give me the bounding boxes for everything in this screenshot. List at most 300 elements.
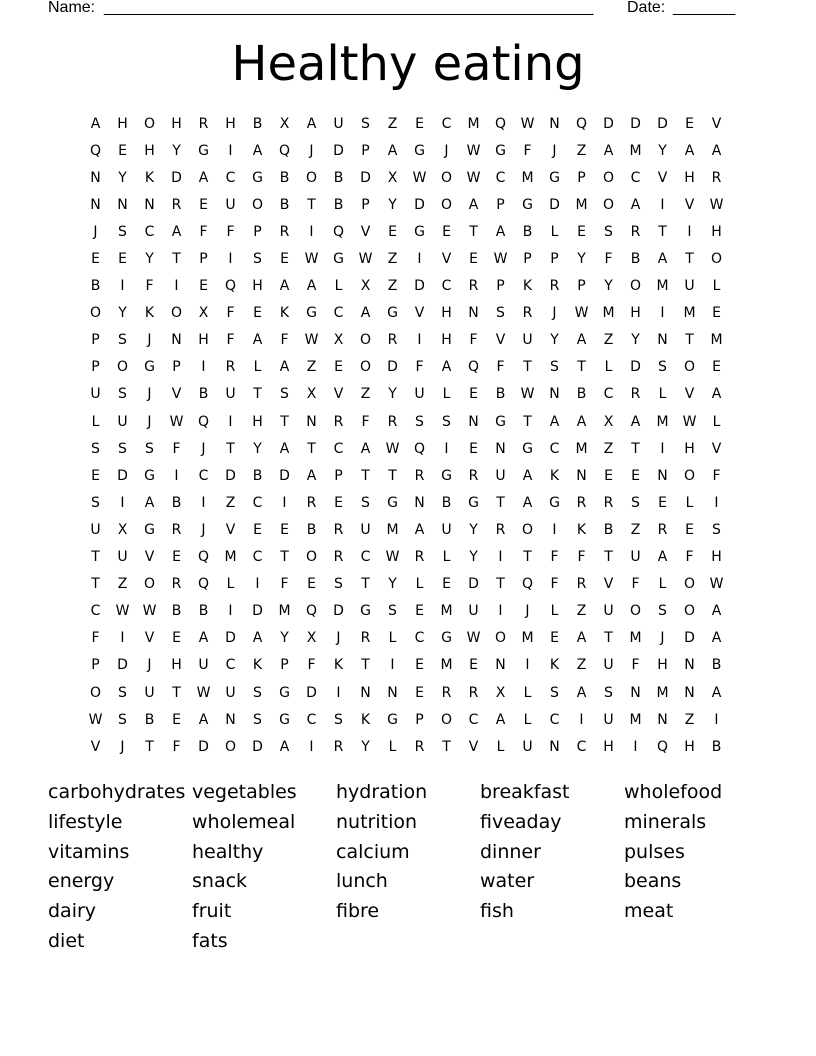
grid-letter[interactable]: D xyxy=(171,169,182,186)
grid-letter[interactable]: I xyxy=(552,521,557,538)
grid-letter[interactable]: J xyxy=(309,142,314,159)
grid-letter[interactable]: Y xyxy=(631,332,640,349)
grid-letter[interactable]: T xyxy=(658,223,667,240)
grid-letter[interactable]: Q xyxy=(494,115,507,132)
grid-letter[interactable]: Z xyxy=(684,711,695,728)
grid-letter[interactable]: Q xyxy=(575,115,588,132)
grid-letter[interactable]: T xyxy=(577,359,586,376)
grid-letter[interactable]: I xyxy=(120,278,125,295)
grid-letter[interactable]: G xyxy=(144,359,155,376)
grid-letter[interactable]: V xyxy=(414,305,425,322)
grid-letter[interactable]: V xyxy=(225,521,236,538)
grid-letter[interactable]: U xyxy=(144,684,155,701)
grid-letter[interactable]: A xyxy=(306,278,317,295)
grid-letter[interactable]: B xyxy=(576,386,587,403)
grid-letter[interactable]: L xyxy=(550,223,559,240)
grid-letter[interactable]: C xyxy=(549,711,560,728)
grid-letter[interactable]: D xyxy=(387,359,398,376)
grid-letter[interactable]: B xyxy=(441,494,452,511)
grid-letter[interactable]: A xyxy=(495,711,506,728)
grid-letter[interactable]: W xyxy=(115,603,130,620)
grid-letter[interactable]: N xyxy=(414,494,425,511)
grid-letter[interactable]: F xyxy=(685,549,694,566)
grid-letter[interactable]: V xyxy=(603,576,614,593)
grid-letter[interactable]: O xyxy=(89,305,102,322)
grid-letter[interactable]: A xyxy=(279,278,290,295)
grid-letter[interactable]: M xyxy=(521,630,534,647)
grid-letter[interactable]: M xyxy=(467,115,480,132)
grid-letter[interactable]: I xyxy=(579,711,584,728)
grid-letter[interactable]: I xyxy=(174,467,179,484)
grid-letter[interactable]: H xyxy=(198,332,209,349)
grid-letter[interactable]: G xyxy=(522,196,533,213)
grid-letter[interactable]: S xyxy=(658,603,667,620)
grid-letter[interactable]: G xyxy=(441,630,452,647)
grid-letter[interactable]: W xyxy=(520,115,535,132)
grid-letter[interactable]: S xyxy=(712,521,721,538)
grid-letter[interactable]: O xyxy=(521,521,534,538)
grid-letter[interactable]: I xyxy=(687,223,692,240)
grid-letter[interactable]: X xyxy=(306,630,317,647)
grid-letter[interactable]: A xyxy=(576,332,587,349)
grid-letter[interactable]: Q xyxy=(467,359,480,376)
grid-letter[interactable]: R xyxy=(387,332,398,349)
grid-letter[interactable]: N xyxy=(684,657,695,674)
grid-letter[interactable]: D xyxy=(360,169,371,186)
grid-letter[interactable]: E xyxy=(334,494,343,511)
grid-letter[interactable]: P xyxy=(199,251,208,268)
grid-letter[interactable]: T xyxy=(685,251,694,268)
grid-letter[interactable]: V xyxy=(684,196,695,213)
grid-letter[interactable]: U xyxy=(441,521,452,538)
grid-letter[interactable]: P xyxy=(91,359,100,376)
grid-letter[interactable]: Y xyxy=(550,332,559,349)
grid-letter[interactable]: E xyxy=(415,603,424,620)
grid-letter[interactable]: Y xyxy=(361,738,370,755)
grid-letter[interactable]: F xyxy=(172,440,181,457)
grid-letter[interactable]: J xyxy=(552,305,557,322)
grid-letter[interactable]: A xyxy=(657,549,668,566)
grid-letter[interactable]: S xyxy=(334,711,343,728)
grid-letter[interactable]: G xyxy=(198,142,209,159)
grid-letter[interactable]: Y xyxy=(469,521,478,538)
grid-letter[interactable]: H xyxy=(657,657,668,674)
grid-letter[interactable]: E xyxy=(415,684,424,701)
grid-letter[interactable]: A xyxy=(279,738,290,755)
grid-letter[interactable]: D xyxy=(279,467,290,484)
grid-letter[interactable]: P xyxy=(280,657,289,674)
grid-letter[interactable]: A xyxy=(549,413,560,430)
grid-letter[interactable]: E xyxy=(172,711,181,728)
grid-letter[interactable]: E xyxy=(469,657,478,674)
grid-letter[interactable]: P xyxy=(334,467,343,484)
grid-letter[interactable]: B xyxy=(333,169,344,186)
grid-letter[interactable]: E xyxy=(172,549,181,566)
grid-letter[interactable]: H xyxy=(603,738,614,755)
grid-letter[interactable]: S xyxy=(118,711,127,728)
grid-letter[interactable]: L xyxy=(415,576,424,593)
grid-letter[interactable]: U xyxy=(198,657,209,674)
grid-letter[interactable]: A xyxy=(387,142,398,159)
grid-letter[interactable]: J xyxy=(201,521,206,538)
grid-letter[interactable]: D xyxy=(117,657,128,674)
grid-letter[interactable]: E xyxy=(442,576,451,593)
grid-letter[interactable]: A xyxy=(711,684,722,701)
grid-letter[interactable]: E xyxy=(280,521,289,538)
grid-letter[interactable]: Z xyxy=(387,251,398,268)
grid-letter[interactable]: C xyxy=(144,223,155,240)
grid-letter[interactable]: P xyxy=(253,223,262,240)
grid-letter[interactable]: X xyxy=(603,413,614,430)
grid-letter[interactable]: O xyxy=(224,738,237,755)
grid-letter[interactable]: F xyxy=(172,738,181,755)
grid-letter[interactable]: V xyxy=(657,169,668,186)
grid-letter[interactable]: T xyxy=(685,332,694,349)
grid-letter[interactable]: A xyxy=(279,440,290,457)
grid-letter[interactable]: E xyxy=(199,278,208,295)
grid-letter[interactable]: H xyxy=(144,142,155,159)
grid-letter[interactable]: B xyxy=(306,521,317,538)
grid-letter[interactable]: I xyxy=(390,657,395,674)
grid-letter[interactable]: S xyxy=(361,115,370,132)
grid-letter[interactable]: U xyxy=(603,657,614,674)
grid-letter[interactable]: S xyxy=(253,684,262,701)
grid-letter[interactable]: T xyxy=(172,251,181,268)
grid-letter[interactable]: D xyxy=(225,467,236,484)
grid-letter[interactable]: H xyxy=(684,738,695,755)
grid-letter[interactable]: B xyxy=(495,386,506,403)
grid-letter[interactable]: C xyxy=(630,169,641,186)
grid-letter[interactable]: E xyxy=(91,467,100,484)
grid-letter[interactable]: L xyxy=(712,413,721,430)
grid-letter[interactable]: V xyxy=(711,440,722,457)
grid-letter[interactable]: A xyxy=(630,413,641,430)
grid-letter[interactable]: O xyxy=(143,115,156,132)
grid-letter[interactable]: L xyxy=(604,359,613,376)
grid-letter[interactable]: A xyxy=(468,196,479,213)
grid-letter[interactable]: S xyxy=(280,386,289,403)
grid-letter[interactable]: L xyxy=(496,738,505,755)
grid-letter[interactable]: L xyxy=(550,603,559,620)
grid-letter[interactable]: C xyxy=(306,711,317,728)
grid-letter[interactable]: R xyxy=(198,115,209,132)
grid-letter[interactable]: L xyxy=(253,359,262,376)
grid-letter[interactable]: Y xyxy=(118,305,127,322)
grid-letter[interactable]: Q xyxy=(305,603,318,620)
grid-letter[interactable]: F xyxy=(226,305,235,322)
grid-letter[interactable]: V xyxy=(441,251,452,268)
grid-letter[interactable]: C xyxy=(198,467,209,484)
grid-letter[interactable]: H xyxy=(684,440,695,457)
grid-letter[interactable]: P xyxy=(91,332,100,349)
grid-letter[interactable]: R xyxy=(225,359,236,376)
grid-letter[interactable]: D xyxy=(603,115,614,132)
grid-letter[interactable]: I xyxy=(228,603,233,620)
grid-letter[interactable]: S xyxy=(334,576,343,593)
grid-letter[interactable]: O xyxy=(602,169,615,186)
grid-letter[interactable]: F xyxy=(712,467,721,484)
grid-letter[interactable]: Q xyxy=(656,738,669,755)
grid-letter[interactable]: P xyxy=(577,278,586,295)
grid-letter[interactable]: I xyxy=(660,196,665,213)
grid-letter[interactable]: L xyxy=(442,549,451,566)
grid-letter[interactable]: P xyxy=(91,657,100,674)
grid-letter[interactable]: Z xyxy=(576,142,587,159)
grid-letter[interactable]: C xyxy=(225,169,236,186)
grid-letter[interactable]: W xyxy=(520,386,535,403)
grid-letter[interactable]: E xyxy=(712,305,721,322)
grid-letter[interactable]: P xyxy=(577,169,586,186)
grid-letter[interactable]: M xyxy=(521,169,534,186)
grid-letter[interactable]: R xyxy=(333,413,344,430)
grid-letter[interactable]: Y xyxy=(118,169,127,186)
grid-letter[interactable]: L xyxy=(442,386,451,403)
grid-letter[interactable]: E xyxy=(712,359,721,376)
grid-letter[interactable]: W xyxy=(412,169,427,186)
grid-letter[interactable]: V xyxy=(90,738,101,755)
grid-letter[interactable]: S xyxy=(550,684,559,701)
grid-letter[interactable]: I xyxy=(444,440,449,457)
grid-letter[interactable]: B xyxy=(198,386,209,403)
grid-letter[interactable]: N xyxy=(549,115,560,132)
grid-letter[interactable]: K xyxy=(360,711,371,728)
grid-letter[interactable]: V xyxy=(711,115,722,132)
grid-letter[interactable]: I xyxy=(228,413,233,430)
grid-letter[interactable]: H xyxy=(171,657,182,674)
grid-letter[interactable]: I xyxy=(660,305,665,322)
grid-letter[interactable]: H xyxy=(711,549,722,566)
grid-letter[interactable]: F xyxy=(361,413,370,430)
grid-letter[interactable]: S xyxy=(496,305,505,322)
grid-letter[interactable]: F xyxy=(523,142,532,159)
grid-letter[interactable]: T xyxy=(307,440,316,457)
grid-letter[interactable]: O xyxy=(683,359,696,376)
grid-letter[interactable]: I xyxy=(417,332,422,349)
grid-letter[interactable]: I xyxy=(633,738,638,755)
grid-letter[interactable]: S xyxy=(550,359,559,376)
grid-letter[interactable]: A xyxy=(522,494,533,511)
grid-letter[interactable]: I xyxy=(120,494,125,511)
grid-letter[interactable]: E xyxy=(388,223,397,240)
grid-letter[interactable]: I xyxy=(201,494,206,511)
grid-letter[interactable]: N xyxy=(468,305,479,322)
grid-letter[interactable]: Y xyxy=(280,630,289,647)
grid-letter[interactable]: N xyxy=(90,196,101,213)
grid-letter[interactable]: U xyxy=(630,549,641,566)
grid-letter[interactable]: U xyxy=(117,549,128,566)
grid-letter[interactable]: C xyxy=(360,549,371,566)
grid-letter[interactable]: J xyxy=(147,413,152,430)
grid-letter[interactable]: E xyxy=(172,630,181,647)
grid-letter[interactable]: A xyxy=(360,305,371,322)
grid-letter[interactable]: T xyxy=(523,549,532,566)
grid-letter[interactable]: F xyxy=(280,332,289,349)
grid-letter[interactable]: E xyxy=(415,115,424,132)
grid-letter[interactable]: O xyxy=(683,467,696,484)
grid-letter[interactable]: H xyxy=(441,305,452,322)
grid-letter[interactable]: Z xyxy=(576,603,587,620)
grid-letter[interactable]: T xyxy=(280,413,289,430)
grid-letter[interactable]: G xyxy=(495,413,506,430)
grid-letter[interactable]: D xyxy=(252,738,263,755)
grid-letter[interactable]: Z xyxy=(117,576,128,593)
grid-letter[interactable]: Q xyxy=(278,142,291,159)
grid-letter[interactable]: F xyxy=(145,278,154,295)
grid-letter[interactable]: F xyxy=(550,549,559,566)
grid-letter[interactable]: D xyxy=(306,684,317,701)
grid-letter[interactable]: D xyxy=(549,196,560,213)
grid-letter[interactable]: K xyxy=(144,305,155,322)
grid-letter[interactable]: T xyxy=(469,223,478,240)
grid-letter[interactable]: M xyxy=(629,711,642,728)
grid-letter[interactable]: Y xyxy=(388,576,397,593)
grid-letter[interactable]: R xyxy=(576,494,587,511)
grid-letter[interactable]: E xyxy=(253,521,262,538)
grid-letter[interactable]: N xyxy=(549,738,560,755)
grid-letter[interactable]: N xyxy=(144,196,155,213)
grid-letter[interactable]: W xyxy=(169,413,184,430)
grid-letter[interactable]: V xyxy=(171,386,182,403)
grid-letter[interactable]: S xyxy=(442,413,451,430)
grid-letter[interactable]: D xyxy=(657,115,668,132)
grid-letter[interactable]: W xyxy=(466,630,481,647)
grid-letter[interactable]: E xyxy=(469,251,478,268)
grid-letter[interactable]: E xyxy=(415,657,424,674)
grid-letter[interactable]: N xyxy=(468,413,479,430)
grid-letter[interactable]: B xyxy=(711,657,722,674)
grid-letter[interactable]: V xyxy=(144,630,155,647)
grid-letter[interactable]: M xyxy=(386,521,399,538)
grid-letter[interactable]: S xyxy=(253,711,262,728)
grid-letter[interactable]: L xyxy=(91,413,100,430)
grid-letter[interactable]: J xyxy=(552,142,557,159)
grid-letter[interactable]: I xyxy=(417,251,422,268)
grid-letter[interactable]: E xyxy=(307,576,316,593)
grid-letter[interactable]: F xyxy=(604,251,613,268)
grid-letter[interactable]: B xyxy=(252,467,263,484)
grid-letter[interactable]: V xyxy=(333,386,344,403)
grid-letter[interactable]: I xyxy=(525,657,530,674)
grid-letter[interactable]: E xyxy=(685,115,694,132)
grid-letter[interactable]: P xyxy=(361,196,370,213)
grid-letter[interactable]: A xyxy=(603,142,614,159)
grid-letter[interactable]: M xyxy=(575,196,588,213)
grid-letter[interactable]: Y xyxy=(145,251,154,268)
grid-letter[interactable]: S xyxy=(361,494,370,511)
grid-letter[interactable]: A xyxy=(576,413,587,430)
grid-letter[interactable]: A xyxy=(306,467,317,484)
grid-letter[interactable]: S xyxy=(253,251,262,268)
grid-letter[interactable]: Y xyxy=(172,142,181,159)
grid-letter[interactable]: G xyxy=(495,142,506,159)
grid-letter[interactable]: T xyxy=(523,359,532,376)
grid-letter[interactable]: R xyxy=(630,386,641,403)
grid-letter[interactable]: T xyxy=(388,467,397,484)
grid-letter[interactable]: M xyxy=(656,278,669,295)
grid-letter[interactable]: J xyxy=(120,738,125,755)
grid-letter[interactable]: V xyxy=(495,332,506,349)
grid-letter[interactable]: A xyxy=(171,223,182,240)
grid-letter[interactable]: I xyxy=(714,711,719,728)
grid-letter[interactable]: W xyxy=(466,169,481,186)
grid-letter[interactable]: D xyxy=(252,603,263,620)
grid-letter[interactable]: C xyxy=(252,549,263,566)
grid-letter[interactable]: D xyxy=(414,196,425,213)
grid-letter[interactable]: Z xyxy=(603,332,614,349)
grid-letter[interactable]: W xyxy=(358,251,373,268)
grid-letter[interactable]: F xyxy=(226,332,235,349)
grid-letter[interactable]: R xyxy=(387,413,398,430)
grid-letter[interactable]: D xyxy=(333,142,344,159)
grid-letter[interactable]: B xyxy=(144,711,155,728)
grid-letter[interactable]: B xyxy=(252,115,263,132)
grid-letter[interactable]: L xyxy=(388,738,397,755)
grid-letter[interactable]: N xyxy=(171,332,182,349)
grid-letter[interactable]: D xyxy=(225,630,236,647)
grid-letter[interactable]: O xyxy=(629,603,642,620)
grid-letter[interactable]: M xyxy=(440,603,453,620)
grid-letter[interactable]: K xyxy=(252,657,263,674)
grid-letter[interactable]: W xyxy=(88,711,103,728)
grid-letter[interactable]: A xyxy=(279,359,290,376)
grid-letter[interactable]: O xyxy=(683,603,696,620)
grid-letter[interactable]: K xyxy=(333,657,344,674)
grid-letter[interactable]: R xyxy=(495,521,506,538)
grid-letter[interactable]: S xyxy=(415,413,424,430)
grid-letter[interactable]: D xyxy=(198,738,209,755)
grid-letter[interactable]: T xyxy=(307,196,316,213)
grid-letter[interactable]: E xyxy=(199,196,208,213)
grid-letter[interactable]: K xyxy=(549,657,560,674)
grid-letter[interactable]: R xyxy=(306,494,317,511)
grid-letter[interactable]: A xyxy=(144,494,155,511)
grid-letter[interactable]: H xyxy=(711,223,722,240)
grid-letter[interactable]: N xyxy=(657,711,668,728)
grid-letter[interactable]: E xyxy=(118,142,127,159)
grid-letter[interactable]: G xyxy=(306,305,317,322)
grid-letter[interactable]: F xyxy=(469,332,478,349)
grid-letter[interactable]: O xyxy=(305,549,318,566)
grid-letter[interactable]: A xyxy=(414,521,425,538)
grid-letter[interactable]: P xyxy=(550,251,559,268)
grid-letter[interactable]: H xyxy=(441,332,452,349)
grid-letter[interactable]: W xyxy=(682,413,697,430)
grid-letter[interactable]: Z xyxy=(306,359,317,376)
grid-letter[interactable]: Z xyxy=(360,386,371,403)
grid-letter[interactable]: S xyxy=(118,440,127,457)
grid-letter[interactable]: G xyxy=(468,494,479,511)
date-field-line[interactable]: _______ xyxy=(673,0,736,16)
grid-letter[interactable]: G xyxy=(414,142,425,159)
grid-letter[interactable]: O xyxy=(440,711,453,728)
grid-letter[interactable]: T xyxy=(604,630,613,647)
grid-letter[interactable]: G xyxy=(387,305,398,322)
grid-letter[interactable]: X xyxy=(279,115,290,132)
grid-letter[interactable]: M xyxy=(629,142,642,159)
grid-letter[interactable]: J xyxy=(201,440,206,457)
grid-letter[interactable]: M xyxy=(656,684,669,701)
grid-letter[interactable]: E xyxy=(577,223,586,240)
grid-letter[interactable]: L xyxy=(658,576,667,593)
grid-letter[interactable]: A xyxy=(198,630,209,647)
grid-letter[interactable]: I xyxy=(309,223,314,240)
grid-letter[interactable]: T xyxy=(523,413,532,430)
grid-letter[interactable]: T xyxy=(604,549,613,566)
grid-letter[interactable]: Y xyxy=(388,196,397,213)
grid-letter[interactable]: O xyxy=(116,359,129,376)
grid-letter[interactable]: E xyxy=(280,251,289,268)
grid-letter[interactable]: R xyxy=(603,494,614,511)
